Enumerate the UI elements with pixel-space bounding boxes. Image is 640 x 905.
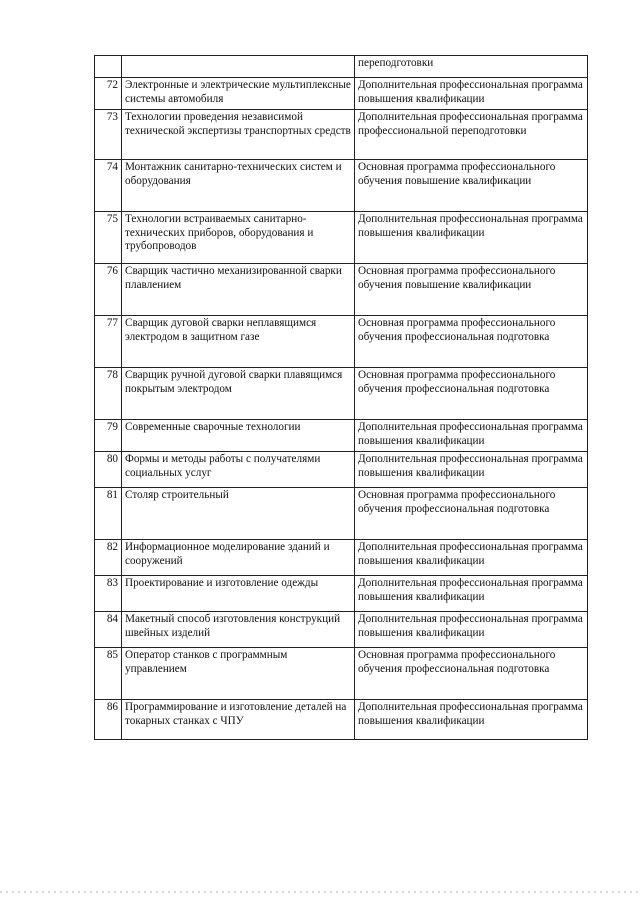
row-number: 81 xyxy=(95,488,122,540)
program-type: Дополнительная профессиональная программа профессиональной переподготовки xyxy=(355,110,588,160)
row-number: 82 xyxy=(95,540,122,576)
course-name: Программирование и изготовление деталей на токарных станках с ЧПУ xyxy=(122,700,355,740)
program-type: Основная программа профессионального обучения профессиональная подготовка xyxy=(355,368,588,420)
course-name: Монтажник санитарно-технических систем и оборудования xyxy=(122,160,355,212)
program-type: Дополнительная профессиональная программа повышения квалификации xyxy=(355,540,588,576)
table-row xyxy=(95,420,588,452)
row-number: 74 xyxy=(95,160,122,212)
course-name: Информационное моделирование зданий и сооружений xyxy=(122,540,355,576)
program-type: Дополнительная профессиональная программа повышения квалификации xyxy=(355,700,588,740)
table-row xyxy=(95,488,588,540)
table-row xyxy=(95,160,588,212)
table-row xyxy=(95,212,588,264)
program-type: Дополнительная профессиональная программа повышения квалификации xyxy=(355,420,588,452)
row-number xyxy=(95,56,122,78)
course-name: Проектирование и изготовление одежды xyxy=(122,576,355,612)
course-name xyxy=(122,56,355,78)
program-type: Дополнительная профессиональная программа повышения квалификации xyxy=(355,452,588,488)
row-number: 75 xyxy=(95,212,122,264)
course-name: Сварщик дуговой сварки неплавящимся электродом в защитном газе xyxy=(122,316,355,368)
course-name: Оператор станков с программным управлением xyxy=(122,648,355,700)
row-number: 86 xyxy=(95,700,122,740)
course-name: Технологии проведения независимой технической экспертизы транспортных средств xyxy=(122,110,355,160)
program-type: Основная программа профессионального обучения профессиональная подготовка xyxy=(355,648,588,700)
program-type: Дополнительная профессиональная программа повышения квалификации xyxy=(355,576,588,612)
row-number: 76 xyxy=(95,264,122,316)
program-type: Основная программа профессионального обучения повышение квалификации xyxy=(355,264,588,316)
row-number: 72 xyxy=(95,78,122,110)
row-number: 73 xyxy=(95,110,122,160)
table-row xyxy=(95,264,588,316)
table-row xyxy=(95,78,588,110)
program-type: Основная программа профессионального обучения повышение квалификации xyxy=(355,160,588,212)
course-name: Технологии встраиваемых санитарно-технических приборов, оборудования и трубопроводов xyxy=(122,212,355,264)
program-type: Дополнительная профессиональная программа повышения квалификации xyxy=(355,212,588,264)
course-name: Столяр строительный xyxy=(122,488,355,540)
program-type: переподготовки xyxy=(355,56,588,78)
table-row xyxy=(95,110,588,160)
program-type: Основная программа профессионального обучения профессиональная подготовка xyxy=(355,316,588,368)
scan-noise xyxy=(0,891,640,893)
programs-table xyxy=(94,55,588,740)
course-name: Современные сварочные технологии xyxy=(122,420,355,452)
course-name: Сварщик ручной дуговой сварки плавящимся покрытым электродом xyxy=(122,368,355,420)
course-name: Формы и методы работы с получателями социальных услуг xyxy=(122,452,355,488)
program-type: Дополнительная профессиональная программа повышения квалификации xyxy=(355,78,588,110)
row-number: 79 xyxy=(95,420,122,452)
program-type: Основная программа профессионального обучения профессиональная подготовка xyxy=(355,488,588,540)
table-row xyxy=(95,700,588,740)
table-row xyxy=(95,316,588,368)
row-number: 84 xyxy=(95,612,122,648)
table-row xyxy=(95,56,588,78)
table-row xyxy=(95,576,588,612)
course-name: Электронные и электрические мультиплексные системы автомобиля xyxy=(122,78,355,110)
table-row xyxy=(95,612,588,648)
row-number: 83 xyxy=(95,576,122,612)
row-number: 80 xyxy=(95,452,122,488)
row-number: 85 xyxy=(95,648,122,700)
table-row xyxy=(95,648,588,700)
course-name: Сварщик частично механизированной сварки плавлением xyxy=(122,264,355,316)
table-row xyxy=(95,368,588,420)
course-name: Макетный способ изготовления конструкций швейных изделий xyxy=(122,612,355,648)
table-row xyxy=(95,540,588,576)
table-row xyxy=(95,452,588,488)
program-type: Дополнительная профессиональная программа повышения квалификации xyxy=(355,612,588,648)
row-number: 77 xyxy=(95,316,122,368)
row-number: 78 xyxy=(95,368,122,420)
